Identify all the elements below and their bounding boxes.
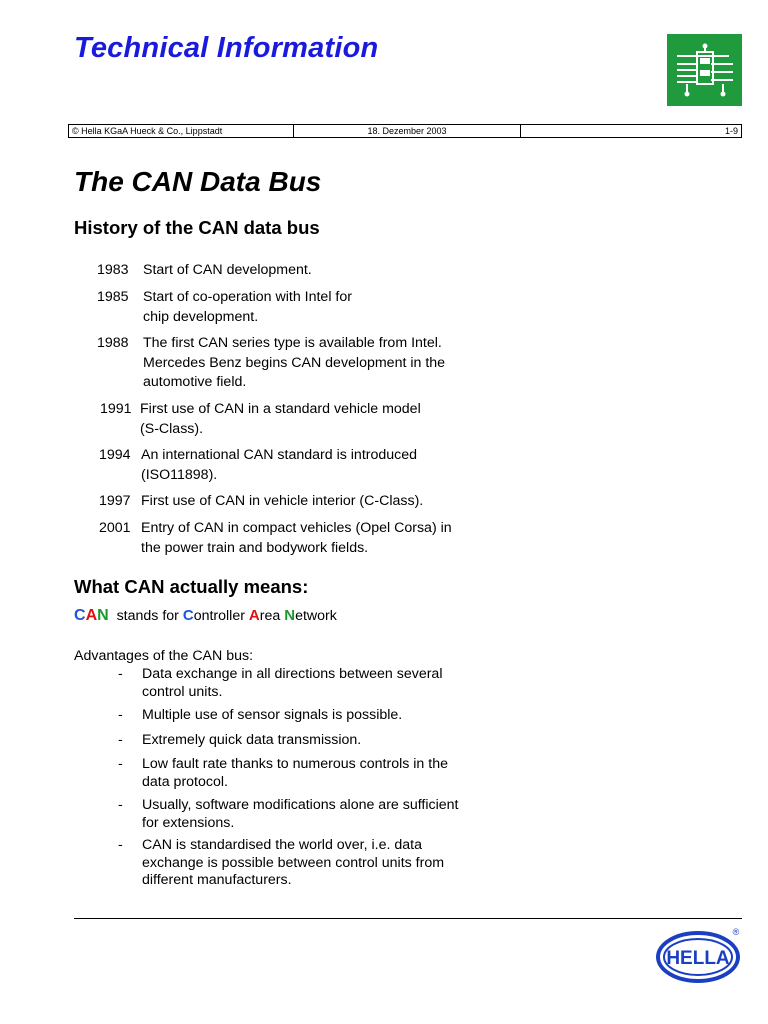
advantage-item	[118, 797, 538, 833]
history-text: The first CAN series type is available from Intel. Mercedes Benz begins CAN development in the automotive field.	[143, 335, 446, 390]
history-text: First use of CAN in vehicle interior (C-Class).	[141, 493, 424, 509]
history-year: 2001	[99, 520, 131, 536]
word-rest-network: etwork	[295, 608, 337, 624]
meaning-heading: What CAN actually means:	[74, 576, 309, 597]
history-entry	[100, 400, 520, 440]
header-title: Technical Information	[74, 32, 379, 64]
history-year: 1994	[99, 447, 131, 463]
list-dash: -	[118, 797, 123, 813]
history-text: First use of CAN in a standard vehicle model (S-Class).	[140, 401, 421, 437]
hella-oval-logo-icon	[656, 925, 746, 985]
acronym-letter-a: A	[85, 607, 98, 624]
advantage-item	[118, 707, 538, 725]
document-title: The CAN Data Bus	[74, 166, 322, 197]
acronym-letter-c: C	[74, 607, 86, 624]
acronym-letter-n: N	[97, 607, 109, 624]
history-year: 1991	[100, 401, 132, 417]
history-text: Start of CAN development.	[143, 262, 312, 278]
history-entry	[99, 519, 519, 559]
history-entry	[99, 446, 519, 486]
advantage-text: Usually, software modifications alone are sufficient for extensions.	[142, 797, 459, 831]
advantage-item	[118, 837, 538, 891]
history-year: 1988	[97, 335, 129, 351]
date-cell: 18. Dezember 2003	[294, 125, 521, 137]
advantage-text: Extremely quick data transmission.	[142, 732, 362, 748]
history-year: 1985	[97, 289, 129, 305]
history-year: 1997	[99, 493, 131, 509]
word-initial-a: A	[248, 607, 260, 624]
word-rest-controller: ontroller	[193, 608, 245, 624]
hella-circuit-logo-icon	[667, 34, 742, 106]
history-entry	[99, 492, 519, 512]
history-text: Start of co-operation with Intel for chip development.	[143, 289, 352, 325]
history-text: Entry of CAN in compact vehicles (Opel Corsa) in the power train and bodywork fields.	[141, 520, 452, 556]
advantage-text: CAN is standardised the world over, i.e. data exchange is possible between control units from different manufacturers.	[142, 837, 445, 888]
list-dash: -	[118, 756, 123, 772]
history-entry	[97, 334, 517, 394]
history-heading: History of the CAN data bus	[74, 217, 320, 238]
word-initial-c: C	[182, 607, 194, 624]
advantage-item	[118, 756, 538, 792]
advantage-item	[118, 666, 538, 702]
list-dash: -	[118, 707, 123, 723]
word-rest-area: rea	[259, 608, 281, 624]
stands-for-text: stands for	[116, 608, 179, 624]
list-dash: -	[118, 732, 123, 748]
list-dash: -	[118, 837, 123, 853]
history-year: 1983	[97, 262, 129, 278]
page-number-cell: 1-9	[724, 126, 738, 136]
word-initial-n: N	[284, 607, 296, 624]
list-dash: -	[118, 666, 123, 682]
footer-divider	[74, 918, 742, 919]
history-text: An international CAN standard is introduced (ISO11898).	[141, 447, 418, 483]
advantage-text: Low fault rate thanks to numerous controls in the data protocol.	[142, 756, 448, 790]
can-definition	[74, 607, 337, 625]
registered-mark: ®	[732, 927, 740, 937]
history-entry	[97, 288, 517, 328]
copyright-cell: © Hella KGaA Hueck & Co., Lippstadt	[69, 125, 294, 137]
advantage-text: Data exchange in all directions between several control units.	[142, 666, 443, 700]
history-entry	[97, 261, 517, 281]
advantage-item	[118, 732, 538, 750]
hella-logo-text: HELLA	[666, 948, 730, 969]
advantage-text: Multiple use of sensor signals is possible.	[142, 707, 403, 723]
header-info-row	[68, 124, 742, 138]
advantages-heading: Advantages of the CAN bus:	[74, 648, 254, 664]
